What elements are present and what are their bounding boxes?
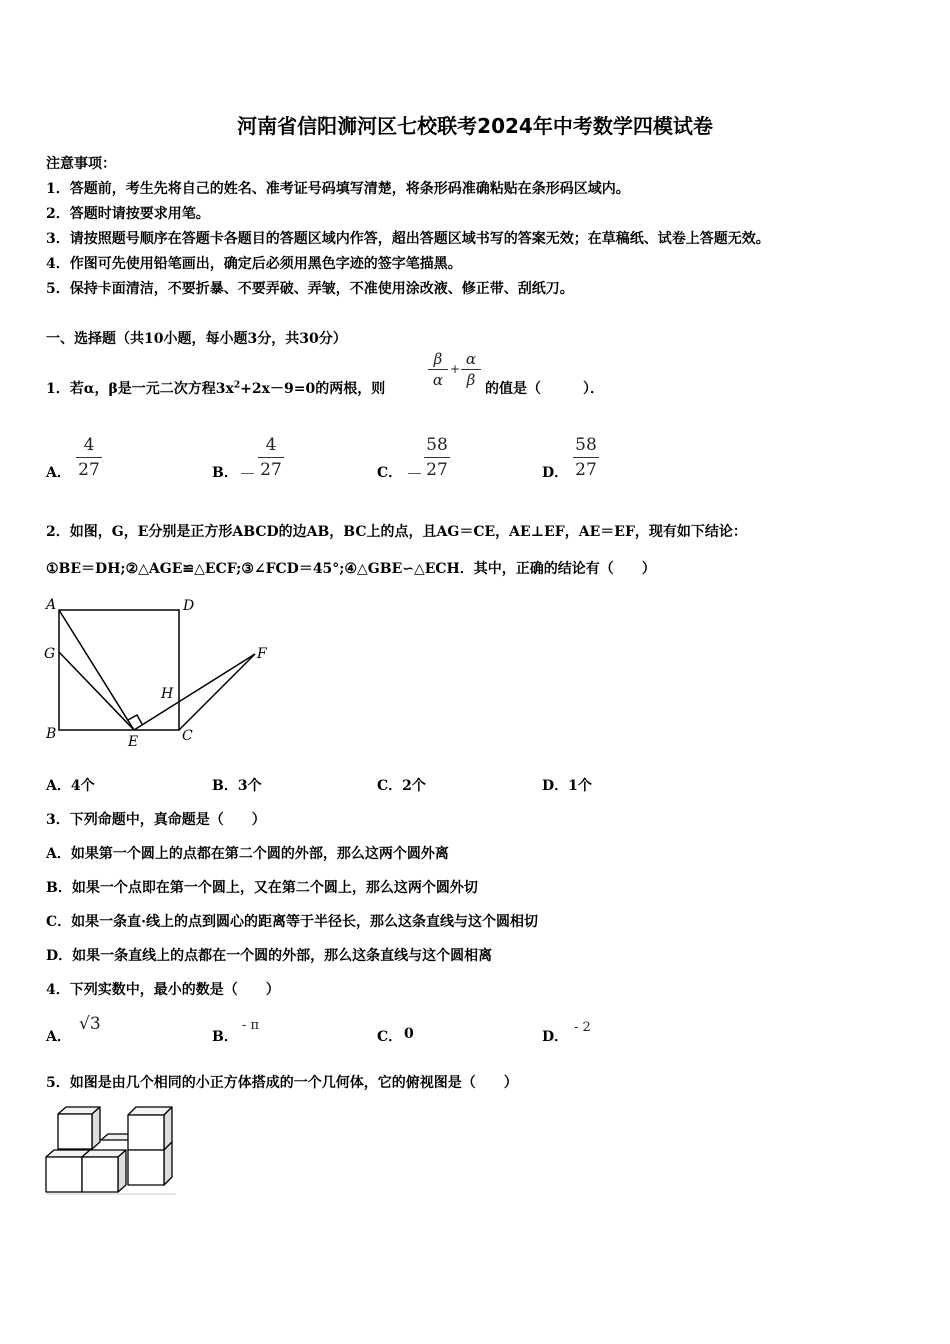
q2-option-c[interactable]: C．2个 (377, 778, 426, 794)
q4-option-b-label[interactable]: B． (212, 1029, 238, 1045)
q1-option-c-fraction (424, 434, 450, 481)
fraction-bar (76, 457, 102, 458)
label-b: B (46, 726, 57, 742)
fraction-denominator: 27 (575, 460, 597, 480)
question-1-stem (46, 378, 385, 398)
q4-option-d-value: - 2 (574, 1020, 591, 1035)
q2-option-b[interactable]: B．3个 (212, 778, 262, 794)
question-5-stem: 5．如图是由几个相同的小正方体搭成的一个几何体，它的俯视图是（ ） (46, 1075, 518, 1091)
fraction-denominator: 27 (426, 460, 448, 480)
q2-option-a[interactable]: A．4个 (46, 778, 95, 794)
fraction-bar (258, 457, 284, 458)
fraction-bar (573, 457, 599, 458)
label-e: E (128, 734, 139, 750)
q1-expr-fraction-2 (461, 350, 481, 389)
section-heading: 一、选择题（共10小题，每小题3分，共30分） (46, 331, 347, 347)
fraction-bar (428, 369, 448, 370)
question-2-stem-line-2: ①BE＝DH;②△AGE≌△ECF;③∠FCD＝45°;④△GBE∽△ECH．其中，正确的结论有（ ） (46, 561, 656, 577)
q1-option-b-sign: － (239, 465, 256, 485)
fraction-numerator: 58 (426, 435, 448, 455)
q3-option-a[interactable]: A．如果第一个圆上的点都在第二个圆的外部，那么这两个圆外离 (46, 846, 449, 862)
notice-item: 1．答题前，考生先将自己的姓名、准考证号码填写清楚，将条形码准确粘贴在条形码区域内。 (46, 181, 630, 197)
fraction-bar (424, 457, 450, 458)
q4-option-b-value: - π (242, 1018, 260, 1033)
label-c: C (182, 728, 193, 744)
q4-option-d-label[interactable]: D． (542, 1029, 569, 1045)
q1-exponent: 2 (233, 380, 241, 391)
q3-option-d[interactable]: D．如果一条直线上的点都在一个圆的外部，那么这条直线与这个圆相离 (46, 948, 493, 964)
q1-stem-part-a: 1．若α，β是一元二次方程3x (46, 381, 234, 397)
q1-option-b-label[interactable]: B． (212, 465, 238, 481)
fraction-denominator: β (466, 371, 476, 389)
notice-item: 5．保持卡面清洁，不要折暴、不要弄破、弄皱，不准使用涂改液、修正带、刮纸刀。 (46, 281, 574, 297)
fraction-numerator: 4 (83, 435, 95, 455)
label-d: D (183, 598, 195, 614)
q4-option-c-value: 0 (404, 1026, 414, 1042)
q4-option-a-label[interactable]: A． (46, 1029, 71, 1045)
question-3-stem: 3．下列命题中，真命题是（ ） (46, 812, 266, 828)
q1-stem-part-b: +2x－9=0的两根，则 (240, 381, 386, 397)
label-g: G (44, 646, 56, 662)
question-4-stem: 4．下列实数中，最小的数是（ ） (46, 982, 280, 998)
label-f: F (257, 646, 267, 662)
notice-heading: 注意事项： (46, 156, 116, 172)
q1-option-a-fraction (76, 434, 102, 481)
q1-option-b-fraction (258, 434, 284, 481)
segment-cf (179, 654, 255, 730)
fraction-numerator: α (465, 350, 477, 368)
notice-item: 2．答题时请按要求用笔。 (46, 206, 210, 222)
question-2-stem-line-1: 2．如图，G，E分别是正方形ABCD的边AB，BC上的点，且AG＝CE，AE⊥EF，AE＝EF，现有如下结论： (46, 524, 747, 540)
label-h: H (161, 686, 174, 702)
q4-option-a-value: √3 (79, 1014, 101, 1034)
q4-option-c-label[interactable]: C． (377, 1029, 403, 1045)
q1-expr-plus: + (450, 362, 461, 376)
q2-option-d[interactable]: D．1个 (542, 778, 592, 794)
square-geometry-figure (40, 596, 280, 751)
fraction-numerator: β (433, 350, 443, 368)
q1-option-d-label[interactable]: D． (542, 465, 569, 481)
fraction-bar (461, 369, 481, 370)
q1-option-c-label[interactable]: C． (377, 465, 403, 481)
notice-item: 4．作图可先使用铅笔画出，确定后必须用黑色字迹的签字笔描黑。 (46, 256, 462, 272)
q3-option-c[interactable]: C．如果一条直·线上的点到圆心的距离等于半径长，那么这条直线与这个圆相切 (46, 914, 539, 930)
q1-expr-fraction-1 (428, 350, 448, 389)
q1-option-a-label[interactable]: A． (46, 465, 71, 481)
q3-option-b[interactable]: B．如果一个点即在第一个圆上，又在第二个圆上，那么这两个圆外切 (46, 880, 478, 896)
q1-option-d-fraction (573, 434, 599, 481)
fraction-numerator: 4 (265, 435, 277, 455)
cube-stack-figure (44, 1104, 184, 1199)
q1-stem-part-c: 的值是（ ）． (485, 381, 604, 397)
fraction-denominator: 27 (260, 460, 282, 480)
notice-item: 3．请按照题号顺序在答题卡各题目的答题区域内作答，超出答题区域书写的答案无效；在草稿纸、试卷上答题无效。 (46, 231, 770, 247)
fraction-denominator: 27 (78, 460, 100, 480)
fraction-denominator: α (432, 371, 444, 389)
segment-ae (59, 610, 134, 730)
label-a: A (46, 597, 57, 613)
segment-ef (134, 654, 255, 730)
page-title: 河南省信阳浉河区七校联考2024年中考数学四模试卷 (237, 114, 713, 138)
q1-option-c-sign: － (406, 465, 423, 485)
fraction-numerator: 58 (575, 435, 597, 455)
segment-ge (59, 652, 134, 730)
